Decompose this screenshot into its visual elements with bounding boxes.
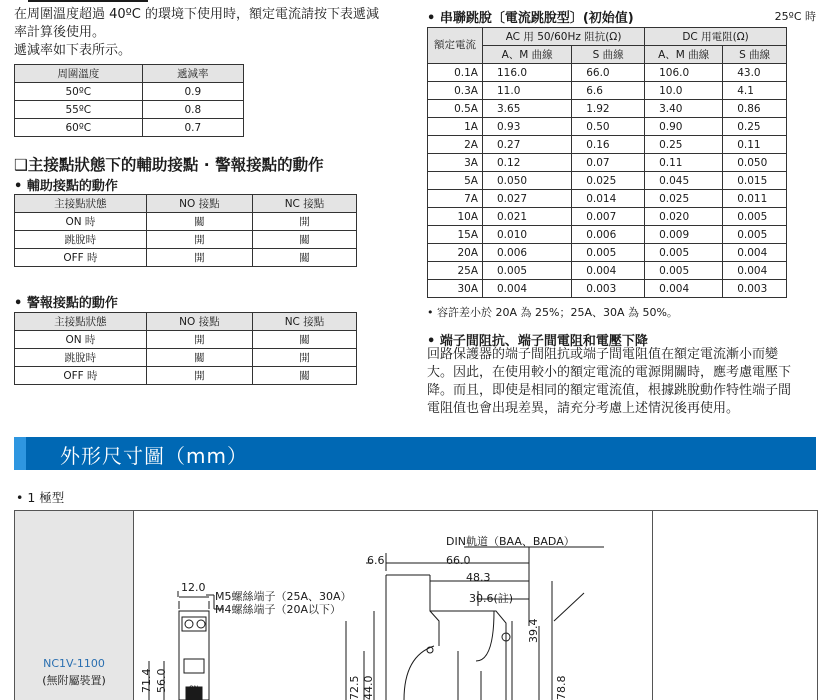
on-marking: ON [189,685,198,692]
cell: 0.011 [723,190,787,208]
dc-am-header: A、M 曲線 [645,46,723,64]
cell: 0.025 [572,172,645,190]
cell: ON 時 [15,213,147,231]
terminal-m4-label: M4螺絲端子（20A以下） [215,601,341,617]
voltage-line-3: 降。而且，即使是相同的額定電流值，根據跳脫動作特性端子間 [427,382,791,400]
voltage-line-2: 大。因此，在使用較小的額定電流的電源開關時，應考慮電壓下 [427,364,791,382]
cell: 0.003 [572,280,645,298]
series-trip-title: • 串聯跳脫〔電流跳脫型〕(初始值) [427,7,634,26]
dim-66-0: 66.0 [446,554,471,567]
drawing-divider [652,511,653,700]
cell: 關 [146,349,252,367]
tolerance-note: • 容許差小於 20A 為 25%；25A、30A 為 50%。 [427,304,678,320]
cell: 55ºC [15,101,143,119]
cell: 0.004 [723,262,787,280]
table-row [428,64,787,82]
derating-table [14,64,244,137]
dc-group-header: DC 用電阻(Ω) [645,28,787,46]
model-note: (無附屬裝置) [15,672,133,688]
impedance-table [427,27,787,298]
alarm-header-state: 主接點狀態 [15,313,147,331]
cell: 0.1A [428,64,483,82]
cell: 25A [428,262,483,280]
cell: 10A [428,208,483,226]
cell: 0.86 [723,100,787,118]
cell: 4.1 [723,82,787,100]
cell: 0.07 [572,154,645,172]
table-row [428,262,787,280]
cell: 開 [252,213,356,231]
cell: 1.92 [572,100,645,118]
cell: 關 [252,367,356,385]
cell: 0.021 [483,208,572,226]
cell: 5A [428,172,483,190]
table-row [428,208,787,226]
impedance-table-body [428,64,787,298]
cell: 60ºC [15,119,143,137]
cell: 0.3A [428,82,483,100]
dim-56-0: 56.0 [155,669,168,694]
cell: 0.25 [723,118,787,136]
derating-header-temp: 周圍溫度 [15,65,143,83]
cell: 0.005 [645,262,723,280]
model-name: NC1V-1100 [15,657,133,670]
ac-s-header: S 曲線 [572,46,645,64]
cell: 66.0 [572,64,645,82]
cell: 0.11 [645,154,723,172]
cell: 開 [252,349,356,367]
dim-30-6: 30.6(註) [469,590,513,606]
terminal-m5-label: M5螺絲端子（25A、30A） [215,588,352,604]
cell: 2A [428,136,483,154]
dim-12-0: 12.0 [181,581,206,594]
cell: 0.009 [645,226,723,244]
cell: 106.0 [645,64,723,82]
table-row [428,100,787,118]
table-row [15,101,244,119]
cell: 0.020 [645,208,723,226]
alarm-header-nc: NC 接點 [252,313,356,331]
cell: 0.12 [483,154,572,172]
cell: 0.005 [723,208,787,226]
cell: 116.0 [483,64,572,82]
table-row [428,136,787,154]
cell: 0.93 [483,118,572,136]
dim-78-8: 78.8 [555,676,568,700]
intro-line-1: 在周圍溫度超過 40ºC 的環境下使用時，額定電流請按下表遞減 [14,6,379,24]
alarm-contact-table [14,312,357,385]
table-row [15,83,244,101]
aux-contact-title: • 輔助接點的動作 [14,175,118,194]
cell: 關 [252,331,356,349]
dim-71-4: 71.4 [140,669,153,694]
cell: ON 時 [15,331,147,349]
cell: 0.9 [142,83,243,101]
temperature-note: 25ºC 時 [775,8,816,24]
cell: 關 [252,231,356,249]
intro-line-3: 遞減率如下表所示。 [14,42,131,60]
aux-header-no: NO 接點 [146,195,252,213]
dim-72-5: 72.5 [348,676,361,700]
table-row [15,249,357,267]
cell: 0.007 [572,208,645,226]
cell: 0.025 [645,190,723,208]
cell: 30A [428,280,483,298]
table-row [15,213,357,231]
cell: 7A [428,190,483,208]
cell: 0.004 [723,244,787,262]
aux-header-state: 主接點狀態 [15,195,147,213]
cell: 0.25 [645,136,723,154]
table-row [428,190,787,208]
right-column [427,0,816,430]
table-row [428,244,787,262]
cell: 3A [428,154,483,172]
cell: 0.006 [483,244,572,262]
cell: 0.005 [645,244,723,262]
dimension-drawing [14,510,818,700]
cell: 關 [146,213,252,231]
cell: 3.65 [483,100,572,118]
cell: 0.005 [483,262,572,280]
cell: 0.004 [483,280,572,298]
cell: 0.050 [723,154,787,172]
cell: 0.045 [645,172,723,190]
rated-current-header: 額定電流 [428,28,483,64]
cell: 關 [252,249,356,267]
cell: 0.010 [483,226,572,244]
cell: 10.0 [645,82,723,100]
front-view [178,591,209,700]
cell: 0.005 [572,244,645,262]
cell: 0.050 [483,172,572,190]
cell: 3.40 [645,100,723,118]
cell: 50ºC [15,83,143,101]
table-row [428,280,787,298]
table-row [428,154,787,172]
ac-am-header: A、M 曲線 [483,46,572,64]
cell: 0.11 [723,136,787,154]
dc-s-header: S 曲線 [723,46,787,64]
section-title-aux-alarm: ❑主接點狀態下的輔助接點 · 警報接點的動作 [14,153,324,175]
cell: 0.015 [723,172,787,190]
cell: 0.004 [645,280,723,298]
cell: 0.90 [645,118,723,136]
table-row [15,331,357,349]
din-rail-label: DIN軌道（BAA、BADA） [446,533,575,549]
cell: 跳脫時 [15,231,147,249]
table-row [15,119,244,137]
intro-line-2: 率計算後使用。 [14,24,105,42]
dimension-section-banner [14,437,816,470]
cell: 0.004 [572,262,645,280]
dim-6-6: 6.6 [367,554,385,567]
derating-header-rate: 遞減率 [142,65,243,83]
cell: 0.27 [483,136,572,154]
table-row [428,226,787,244]
banner-title: 外形尺寸圖（mm） [60,440,248,469]
table-row [15,231,357,249]
model-side-panel [15,511,134,700]
cell: 開 [146,367,252,385]
cell: 43.0 [723,64,787,82]
voltage-drop-title: • 端子間阻抗、端子間電阻和電壓下降 [427,330,648,349]
cell: 0.005 [723,226,787,244]
table-row [428,172,787,190]
cell: 11.0 [483,82,572,100]
alarm-contact-title: • 警報接點的動作 [14,292,118,311]
cell: 20A [428,244,483,262]
aux-contact-table [14,194,357,267]
aux-header-nc: NC 接點 [252,195,356,213]
cell: 0.014 [572,190,645,208]
cell: 開 [146,231,252,249]
cell: OFF 時 [15,249,147,267]
table-row [428,118,787,136]
table-row [15,367,357,385]
table-row [15,349,357,367]
dim-44-0: 44.0 [362,676,375,700]
ac-group-header: AC 用 50/60Hz 阻抗(Ω) [483,28,645,46]
alarm-header-no: NO 接點 [146,313,252,331]
banner-accent [14,437,26,470]
cell: 0.16 [572,136,645,154]
cell: 0.7 [142,119,243,137]
table-row [428,82,787,100]
top-cut-text [28,0,148,2]
cell: 0.8 [142,101,243,119]
cell: 開 [146,331,252,349]
voltage-line-4: 電阻值也會出現差異，請充分考慮上述情況後再使用。 [427,400,739,418]
cell: 0.50 [572,118,645,136]
cell: 6.6 [572,82,645,100]
cell: 跳脫時 [15,349,147,367]
cell: 0.003 [723,280,787,298]
cell: 開 [146,249,252,267]
cell: OFF 時 [15,367,147,385]
dim-39-4: 39.4 [527,619,540,644]
voltage-line-1: 回路保護器的端子間阻抗或端子間電阻值在額定電流漸小而變 [427,346,778,364]
cell: 0.5A [428,100,483,118]
cell: 0.006 [572,226,645,244]
cell: 15A [428,226,483,244]
cell: 0.027 [483,190,572,208]
pole-type-label: • 1 極型 [16,488,64,506]
dim-48-3: 48.3 [466,571,491,584]
cell: 1A [428,118,483,136]
